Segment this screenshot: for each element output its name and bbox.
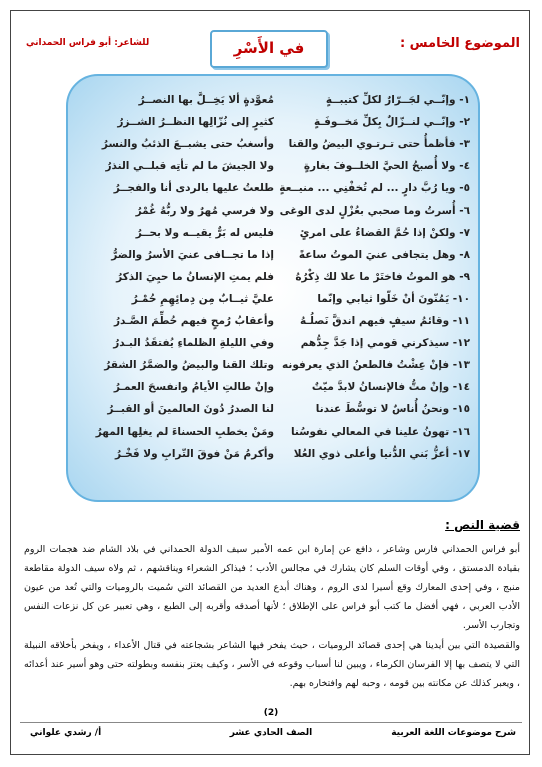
verse-first-hemistich: ٦- أُسرتُ وما صحبي بعُزْلٍ لدى الوغى [279, 205, 470, 217]
verse-second-hemistich: عليَّ ثيــابٌ مِن دِمائِهِمِ حُمْـرُ [131, 293, 274, 305]
verse-first-hemistich: ١٥- ونحنُ أُناسٌ لا توسُّطَ عندنا [315, 403, 470, 415]
paragraph: والقصيدة التي بين أيدينا هي إحدى قصائد الروميات ، حيث يفخر فيها الشاعر بشجاعته في قتال الأعداء ، ويفخر بأخلاقه النبيلة التي لا يتصف بها إلا الفرسان الكرماء ، ويبين لنا أسباب وقوعه في الأسر ، وكيف يعتز بنفسه وبطولته حتى وهو أسير عند أعدائه ، ويعبر كذلك عن مكانته بين قومه ، وحبه لهم وافتخاره بهم. [24, 640, 520, 689]
verse-first-hemistich: ٢- وإنّــي لنــزّالٌ بِكلِّ مَخــوفَـةٍ [313, 116, 470, 128]
verse-second-hemistich: فلم يمتِ الإنسانُ ما حيِيَ الذكرُ [116, 271, 274, 283]
poem-title: في الأَسْرِ [210, 30, 328, 68]
verse-first-hemistich: ١٣- فإنْ عِشْتُ فالطعنُ الذي يعرفونه [282, 359, 470, 371]
verse-second-hemistich: وأكرمُ مَنْ فوقَ التّرابِ ولا فَخْـرُ [115, 448, 274, 460]
verse-second-hemistich: ومَنْ يخطبِ الحسناءَ لم يغلِها المهرُ [95, 426, 274, 438]
verse-second-hemistich: مُعوَّدةٍ ألا يَخِــلَّ بها النصــرُ [138, 94, 274, 106]
verse-first-hemistich: ٨- وهل يتجافى عنيَ الموتُ ساعةً [298, 249, 470, 261]
verse-second-hemistich: فليس له بَرٌّ يقيــه ولا بحــرُ [135, 227, 274, 239]
poet-credit: للشاعر: أبو فراس الحمداني [26, 38, 150, 48]
verse-first-hemistich: ٣- فأظمأُ حتى تـرتـوي البيضُ والقنا [288, 138, 470, 150]
page-number: (2) [263, 708, 279, 718]
section-title: قضية النص : [445, 518, 520, 532]
verse-first-hemistich: ٤- ولا أُصبحُ الحيَّ الخلــوفَ بغارةٍ [303, 160, 470, 172]
verse-first-hemistich: ١٤- وإنْ متُّ فالإنسانُ لابدَّ ميّتٌ [311, 381, 470, 393]
verse-second-hemistich: وفي الليلةِ الظلماءِ يُفتقَدُ البـدرُ [113, 337, 274, 349]
verse-first-hemistich: ١٢- سيذكرني قومي إذا جَدَّ جِدُّهم [300, 337, 470, 349]
footer-divider [20, 722, 522, 723]
footer-book-title: شرح موضوعات اللغة العربية [391, 728, 516, 738]
verse-first-hemistich: ٥- ويا رُبَّ دارٍ ... لم تُخفْنِي ... منيــعةٍ [279, 182, 470, 194]
verse-first-hemistich: ١٠- يَمُنّونَ أنْ خَلّوا ثيابي وإنّما [317, 293, 470, 305]
topic-heading: الموضوع الخامس : [399, 36, 520, 51]
verse-second-hemistich: طلعتُ عليها بالردى أنا والفجــرُ [113, 182, 274, 194]
verse-second-hemistich: ولا فرسي مُهرٌ ولا ربُّهُ غُمْرُ [135, 205, 274, 217]
verse-second-hemistich: إذا ما تجــافى عنيَ الأسرُ والضرُّ [111, 249, 274, 261]
verse-second-hemistich: وأعقابُ رُمحٍ فيهم حُطِّمَ الصَّـدرُ [113, 315, 274, 327]
verse-first-hemistich: ٩- هو الموتُ فاختَرْ ما علا لك ذِكْرُهُ [295, 271, 470, 283]
footer-author: أ/ رشدي علواني [30, 728, 102, 738]
verse-first-hemistich: ١٧- أعزُّ بَني الدُّنيا وأعلى ذوي العُلا [293, 448, 470, 460]
verse-second-hemistich: وتلك القنا والبيضُ والضمَّرُ الشقرُ [104, 359, 274, 371]
verse-second-hemistich: وإنْ طالتِ الأيامُ وانفسحَ العمـرُ [113, 381, 274, 393]
verse-second-hemistich: ولا الجيشَ ما لم تأتِه قبلــي النذرُ [105, 160, 274, 172]
verse-first-hemistich: ١١- وقائمُ سيفٍ فيهم اندقَّ نَصلُـهُ [300, 315, 470, 327]
verse-second-hemistich: لنا الصدرُ دُونَ العالمينَ أو القبــرُ [107, 403, 274, 415]
verse-second-hemistich: كثيرٍ إلى نُزّالِها النظــرُ الشــزرُ [117, 116, 274, 128]
verse-first-hemistich: ٧- ولكنْ إذا حُمَّ القضاءُ على امرئٍ [299, 227, 470, 239]
footer-grade: الصف الحادي عشر [229, 728, 313, 738]
verse-first-hemistich: ١٦- تهونُ علينا في المعالي نفوسُنا [290, 426, 470, 438]
paragraph: أبو فراس الحمداني فارس وشاعر ، دافع عن إمارة ابن عمه الأمير سيف الدولة الحمداني في بلاد الشام ضد هجمات الروم بقيادة الدمستق ، وفي أوقات السلم كان يشارك في مجالس الأدب ؛ فيذاكر الشعراء ويناقشهم ، ثم ولاه سيف الدولة مقاطعة منبج ، وفي إحدى المعارك وقع أسيرا لدى الروم ، وهناك أبدع العديد من القصائد التي سُميت بالروميات والتي تُعد من عيون الأدب العربي ، فهي أفضل ما كتب أبو فراس على الإطلاق ؛ لأنها أصدقه وأقربه إلى الطبع ، وهي تعبير عن كل نزعات النفس وتجارب الأسر. [24, 544, 520, 631]
verse-second-hemistich: وأسغبُ حتى يشبــعَ الذئبُ والنسرُ [101, 138, 274, 150]
verse-first-hemistich: ١- وإنّــي لجَــرّارٌ لكلِّ كتيبــةٍ [325, 94, 470, 106]
